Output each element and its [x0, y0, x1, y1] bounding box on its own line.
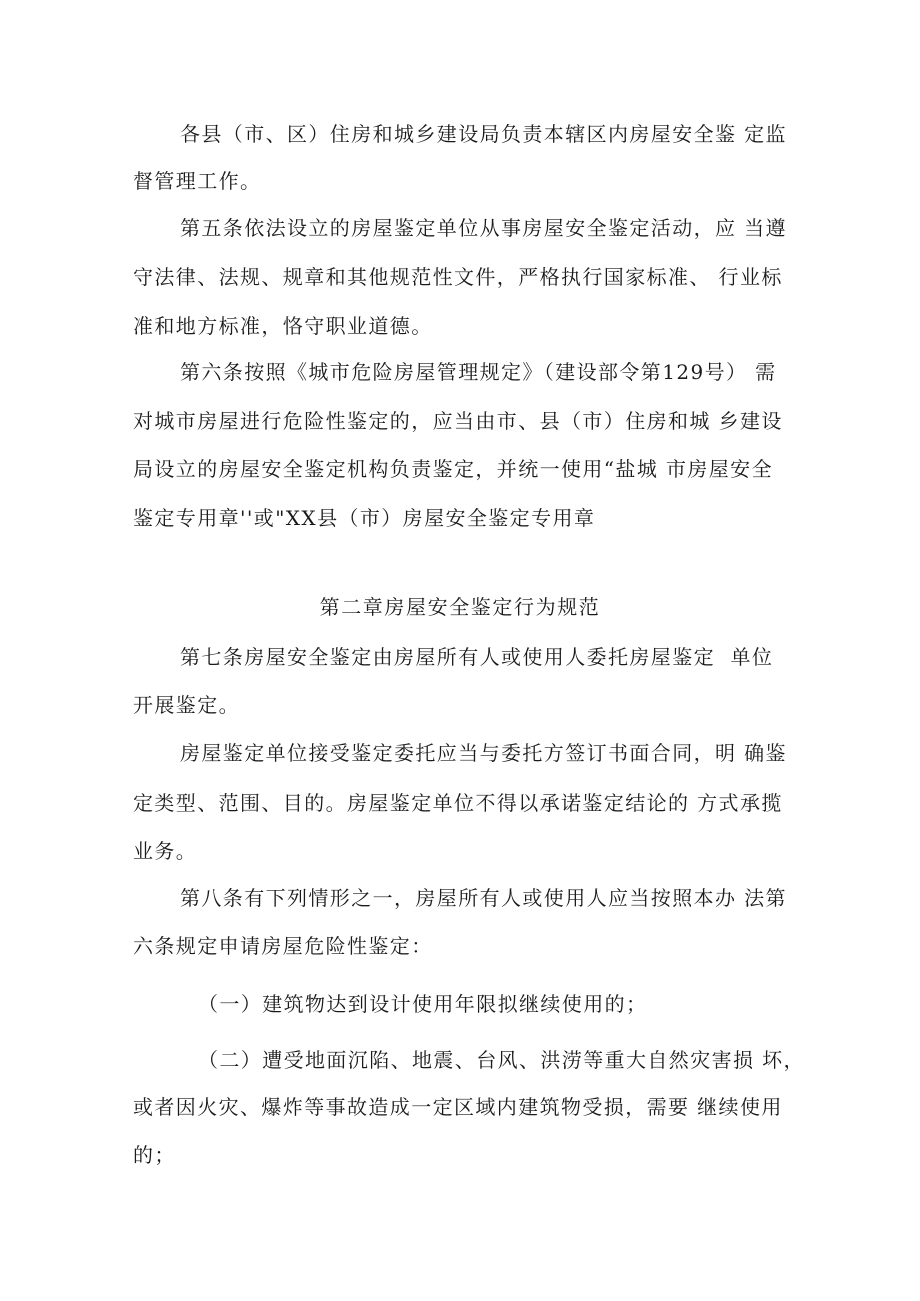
- article-8-line: 第八条有下列情形之一，房屋所有人或使用人应当按照本办 法第: [180, 886, 787, 910]
- list-item-2-line: （二）遭受地面沉陷、地震、台风、洪涝等重大自然灾害损 坏，: [198, 1048, 805, 1072]
- paragraph-line: 督管理工作。: [133, 169, 262, 193]
- article-5-line: 第五条依法设立的房屋鉴定单位从事房屋安全鉴定活动，应 当遵: [180, 216, 787, 240]
- paragraph-line: 业务。: [133, 839, 198, 863]
- article-8-line: 六条规定申请房屋危险性鉴定：: [133, 934, 433, 958]
- article-6-line: 局设立的房屋安全鉴定机构负责鉴定，并统一使用“盐城 市房屋安全: [133, 457, 773, 481]
- article-5-line: 守法律、法规、规章和其他规范性文件，严格执行国家标准、 行业标: [133, 265, 783, 289]
- list-item-2-line: 或者因火灾、爆炸等事故造成一定区域内建筑物受损，需要 继续使用: [133, 1095, 783, 1119]
- article-6-line: 第六条按照《城市危险房屋管理规定》（建设部令第129号） 需: [180, 360, 777, 384]
- article-7-line: 开展鉴定。: [133, 693, 240, 717]
- article-6-line: 对城市房屋进行危险性鉴定的，应当由市、县（市）住房和城 乡建设: [133, 409, 783, 433]
- article-6-line: 鉴定专用章''或"XX县（市）房屋安全鉴定专用章: [133, 506, 596, 530]
- article-5-line: 准和地方标准，恪守职业道德。: [133, 314, 433, 338]
- chapter-heading: 第二章房屋安全鉴定行为规范: [319, 595, 601, 619]
- list-item-2-line: 的；: [133, 1143, 176, 1167]
- paragraph-line: 定类型、范围、目的。房屋鉴定单位不得以承诺鉴定结论的 方式承揽: [133, 791, 783, 815]
- paragraph-line: 各县（市、区）住房和城乡建设局负责本辖区内房屋安全鉴 定监: [180, 122, 787, 146]
- article-7-line: 第七条房屋安全鉴定由房屋所有人或使用人委托房屋鉴定 单位: [180, 645, 774, 669]
- list-item-1: （一）建筑物达到设计使用年限拟继续使用的；: [198, 992, 648, 1016]
- paragraph-line: 房屋鉴定单位接受鉴定委托应当与委托方签订书面合同，明 确鉴: [180, 741, 787, 765]
